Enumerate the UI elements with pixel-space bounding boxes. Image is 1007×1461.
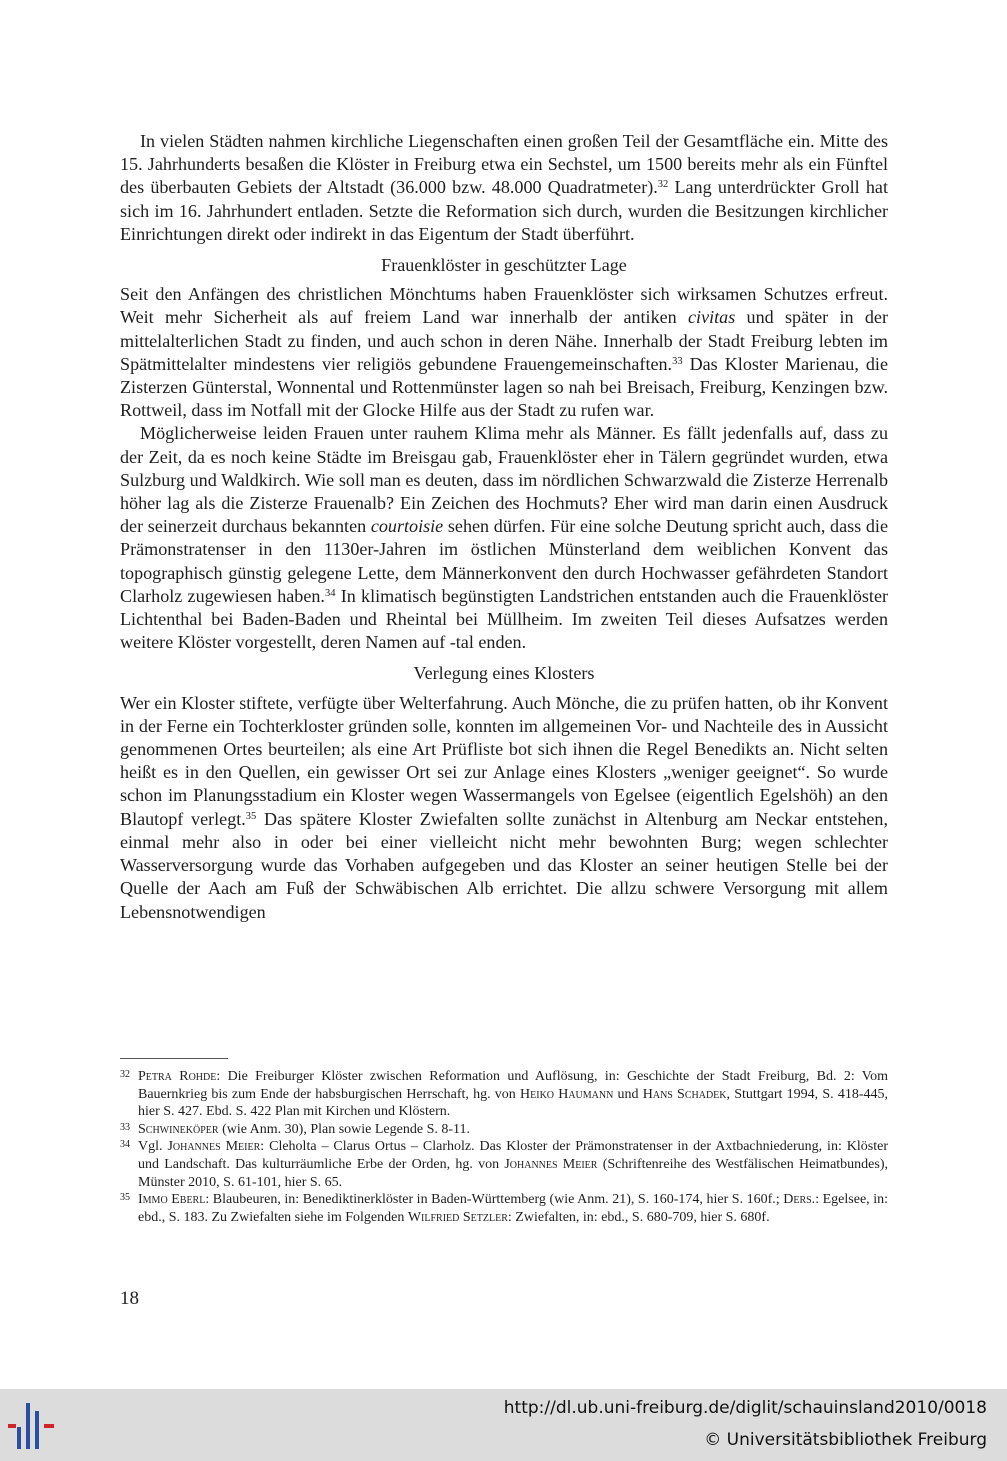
author-name: Schwineköper <box>138 1121 219 1137</box>
footnotes <box>120 1068 888 1226</box>
text-run: : Cleholta – Clarus Ortus – Clarholz. Das Kloster der Prämonstratenser in der Axtbachniederung, in: Klöster und Landschaft. Das kulturräumliche Erbe der Orden, hg. von <box>138 1139 888 1172</box>
italic-term: civitas <box>688 307 736 328</box>
author-name: Wilfried Setzler <box>407 1209 508 1225</box>
ub-freiburg-logo-icon[interactable] <box>8 1403 64 1449</box>
text-run: Lang unterdrückter Groll hat sich im 16. Jahrhundert entladen. Setzte die Reformation sich durch, wurden die Besitzungen kirchlicher Einrichtungen direkt oder indirekt in das Eigentum der Stadt überführt. <box>120 177 888 244</box>
text-run: sehen dürfen. Für eine solche Deutung spricht auch, dass die Prämonstratenser in den 1130er-Jahren im östlichen Münsterland dem weiblichen Konvent das topographisch günstig gelegene Lette, dem Männerkonvent den durch Hochwasser gefährdeten Standort Clarholz zugewiesen haben. <box>120 516 888 606</box>
footnote-number: 32 <box>120 1069 130 1080</box>
author-name: Petra Rohde <box>138 1069 217 1084</box>
footnote-34 <box>120 1138 888 1191</box>
document-url-link[interactable]: http://dl.ub.uni-freiburg.de/diglit/schauinsland2010/0018 <box>503 1398 987 1418</box>
italic-term: courtoisie <box>370 516 444 537</box>
text-run: Möglicherweise leiden Frauen unter rauhem Klima mehr als Männer. Es fällt jedenfalls auf, dass zu der Zeit, da es noch keine Städte im Breisgau gab, Frauenklöster eher in Tälern gegründet wurden, etwa Sulzburg und Waldkirch. Wie soll man es deuten, dass im nördlichen Schwarzwald die Zisterze Herrenalb höher lag als die Zisterze Frauenalb? Ein Zeichen des Hochmuts? Eher wird man darin einen Ausdruck der seinerzeit durchaus bekannten <box>120 423 888 537</box>
text-run: Das Kloster Marienau, die Zisterzen Günterstal, Wonnental und Rottenmünster lagen so nah bei Breisach, Freiburg, Kenzingen bzw. Rottweil, dass im Notfall mit der Glocke Hilfe aus der Stadt zu rufen war. <box>120 353 888 421</box>
main-text <box>120 130 888 924</box>
author-name: Johannes Meier <box>504 1156 598 1172</box>
author-name: Ders. <box>783 1192 816 1208</box>
author-name: Hans Schadek <box>642 1086 727 1102</box>
paragraph-2 <box>120 283 888 422</box>
text-run: , Stuttgart 1994, S. 418-445, hier S. 427. Ebd. S. 422 Plan mit Kirchen und Klöstern. <box>138 1086 888 1120</box>
text-run: In vielen Städten nahmen kirchliche Liegenschaften einen großen Teil der Gesamtfläche ein. Mitte des 15. Jahrhunderts besaßen die Klöster in Freiburg etwa ein Sechstel, um 1500 bereits mehr als ein Fünftel des überbauten Gebiets der Altstadt (36.000 bzw. 48.000 Quadratmeter). <box>120 131 888 198</box>
author-name: Johannes Meier <box>167 1139 261 1155</box>
text-run: Vgl. <box>138 1139 168 1155</box>
footer-bar <box>0 1389 1007 1461</box>
footnote-32 <box>120 1068 888 1121</box>
paragraph-1 <box>120 130 888 246</box>
text-run: Seit den Anfängen des christlichen Mönchtums haben Frauenklöster sich wirksamen Schutzes erfreut. Weit mehr Sicherheit als auf freiem Land war innerhalb der antiken <box>120 284 888 328</box>
text-run: und <box>613 1086 643 1102</box>
footnote-ref[interactable]: 35 <box>245 810 257 822</box>
text-run: : Egelsee, in: ebd., S. 183. Zu Zwiefalten siehe im Folgenden <box>138 1192 888 1225</box>
footnote-33 <box>120 1121 888 1139</box>
paragraph-3 <box>120 422 888 654</box>
page-number: 18 <box>120 1288 139 1309</box>
text-run: : Die Freiburger Klöster zwischen Reformation und Auflösung, in: Geschichte der Stadt Freiburg, Bd. 2: Vom Bauernkrieg bis zum Ende der habsburgischen Herrschaft, hg. von <box>138 1069 888 1102</box>
text-run: (Schriftenreihe des Westfälischen Heimatbundes), Münster 2010, S. 61-101, hier S. 65. <box>138 1156 888 1190</box>
copyright-notice: © Universitätsbibliothek Freiburg <box>704 1430 987 1450</box>
footnote-35 <box>120 1191 888 1226</box>
section-heading-2: Verlegung eines Klosters <box>413 663 595 684</box>
footnote-ref[interactable]: 32 <box>657 179 669 191</box>
text-run: Wer ein Kloster stiftete, verfügte über Welterfahrung. Auch Mönche, die zu prüfen hatten, ob ihr Konvent in der Ferne ein Tochterkloster gründen solle, konnten im allgemeinen Vor- und Nachteile des in Aussicht genommenen Ortes beurteilen; als eine Art Prüfliste bot sich ihnen die Regel Benedikts an. Nicht selten heißt es in den Quellen, ein gewisser Ort sei zur Anlage eines Klosters „weniger geeignet“. So wurde schon im Planungsstadium ein Kloster wegen Wassermangels von Egelsee (eigentlich Egelshöh) an den Blautopf verlegt. <box>120 692 888 829</box>
text-run: In klimatisch begünstigten Landstrichen entstanden auch die Frauenklöster Lichtenthal bei Baden-Baden und Rheintal bei Müllheim. Im zweiten Teil dieses Aufsatzes werden weitere Klöster vorgestellt, deren Namen auf -tal enden. <box>120 585 888 653</box>
footnote-ref[interactable]: 33 <box>672 355 683 367</box>
text-run: (wie Anm. 30), Plan sowie Legende S. 8-11. <box>218 1121 471 1137</box>
author-name: Immo Eberl <box>138 1192 206 1208</box>
text-run: Das spätere Kloster Zwiefalten sollte zunächst in Altenburg am Neckar entstehen, einmal mehr also in oder bei einer vielleicht nicht mehr bewohnten Burg; wegen schlechter Wasserversorgung wurde das Vorhaben aufgegeben und das Kloster an seiner heutigen Stelle bei der Quelle der Aach am Fuß der Schwäbischen Alb errichtet. Die allzu schwere Versorgung mit allem Lebensnotwendigen <box>120 808 888 922</box>
paragraph-4 <box>120 692 888 924</box>
footnote-number: 35 <box>120 1192 130 1204</box>
footnote-ref[interactable]: 34 <box>324 587 336 599</box>
footnote-number: 33 <box>120 1121 130 1133</box>
author-name: Heiko Haumann <box>520 1086 614 1102</box>
section-heading-1: Frauenklöster in geschützter Lage <box>381 255 627 276</box>
footnote-divider <box>120 1058 228 1059</box>
text-run: : Zwiefalten, in: ebd., S. 680-709, hier S. 680f. <box>507 1209 770 1225</box>
footnote-number: 34 <box>120 1139 130 1151</box>
text-run: und später in der mittelalterlichen Stadt zu finden, und auch schon in deren Nähe. Innerhalb der Stadt Freiburg lebten im Spätmittelalter mindestens vier religiös gebundene Frauengemeinschaften. <box>120 307 888 374</box>
text-run: : Blaubeuren, in: Benediktinerklöster in Baden-Württemberg (wie Anm. 21), S. 160-174, hier S. 160f.; <box>205 1192 784 1208</box>
